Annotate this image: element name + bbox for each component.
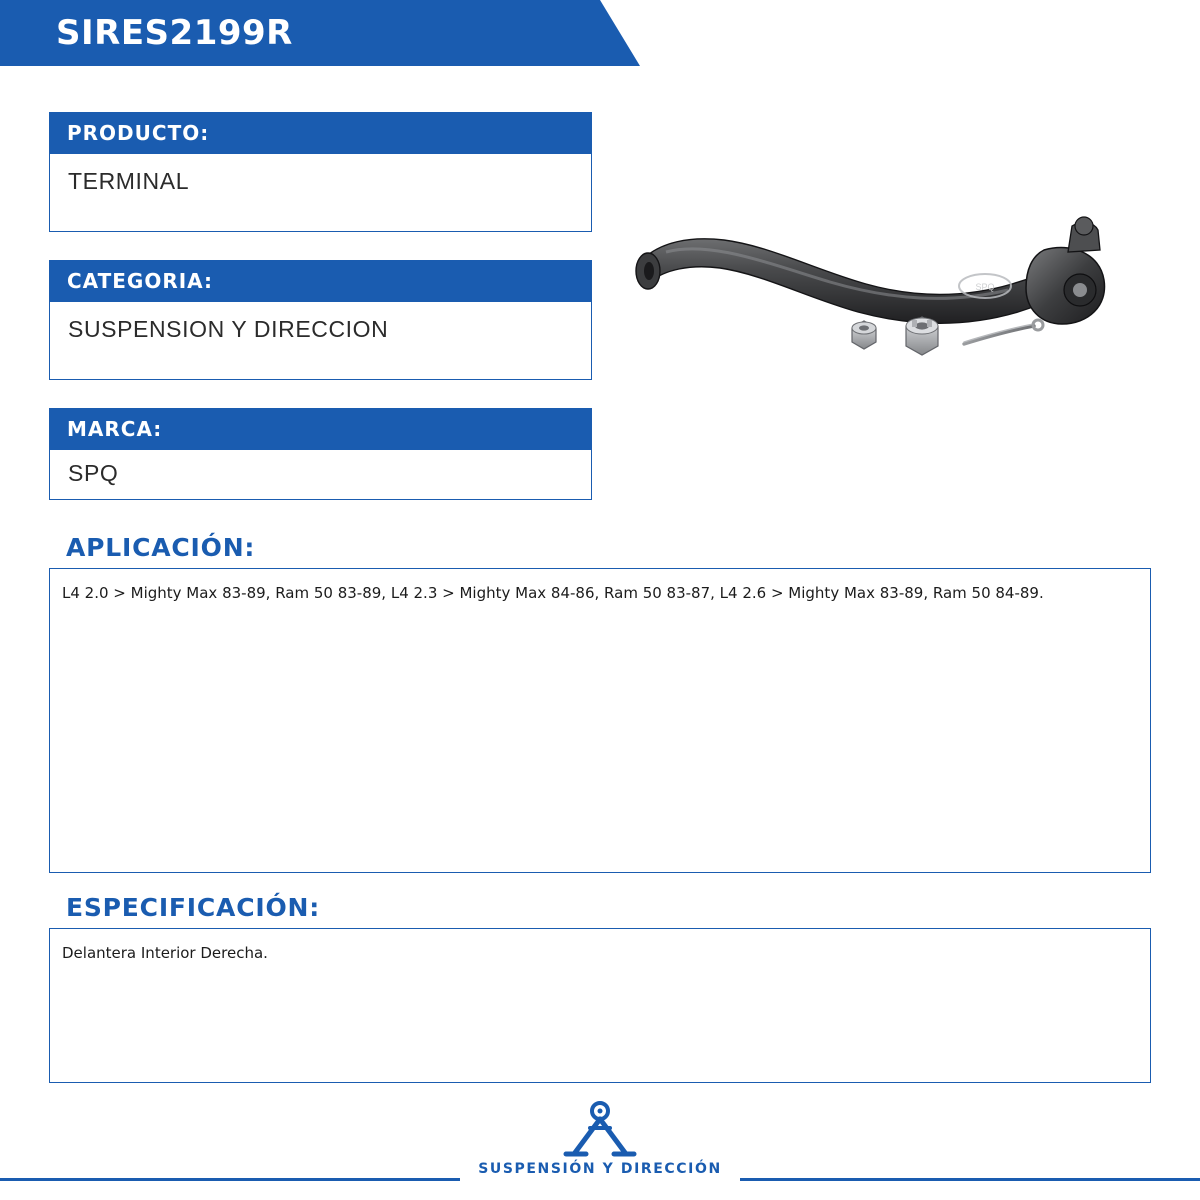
nut-small xyxy=(852,321,876,349)
page-title: SIRES2199R xyxy=(56,13,293,53)
boot-center xyxy=(1073,283,1087,297)
categoria-label: CATEGORIA: xyxy=(49,260,592,302)
especificacion-title: ESPECIFICACIÓN: xyxy=(66,893,321,922)
aplicacion-box xyxy=(49,568,1151,873)
field-categoria xyxy=(49,260,592,380)
tie-rod-end-illustration xyxy=(620,130,1120,430)
field-marca xyxy=(49,408,592,500)
aplicacion-text: L4 2.0 > Mighty Max 83-89, Ram 50 83-89, L4 2.3 > Mighty Max 84-86, Ram 50 83-87, L4 2.6 > Mighty Max 83-89, Ram 50 84-89. xyxy=(62,584,1044,602)
footer-rule-left xyxy=(0,1178,460,1181)
marca-value: SPQ xyxy=(49,450,592,500)
categoria-value: SUSPENSION Y DIRECCION xyxy=(49,302,592,380)
especificacion-box xyxy=(49,928,1151,1083)
stud-tip xyxy=(1075,217,1093,235)
aplicacion-title: APLICACIÓN: xyxy=(66,533,256,562)
field-producto xyxy=(49,112,592,232)
especificacion-text: Delantera Interior Derecha. xyxy=(62,944,268,962)
marca-label: MARCA: xyxy=(49,408,592,450)
rod-left-bore xyxy=(644,262,654,280)
header-bar xyxy=(0,0,1200,66)
producto-value: TERMINAL xyxy=(49,154,592,232)
footer-rule-right xyxy=(740,1178,1200,1181)
producto-label: PRODUCTO: xyxy=(49,112,592,154)
suspension-arm-icon xyxy=(560,1098,640,1168)
brand-stamp-text: SPQ xyxy=(975,282,995,292)
product-image xyxy=(620,130,1120,430)
rod-body xyxy=(642,239,1060,323)
cotter-pin xyxy=(964,320,1043,344)
footer-caption: SUSPENSIÓN Y DIRECCIÓN xyxy=(478,1161,722,1177)
castle-nut xyxy=(906,317,938,355)
